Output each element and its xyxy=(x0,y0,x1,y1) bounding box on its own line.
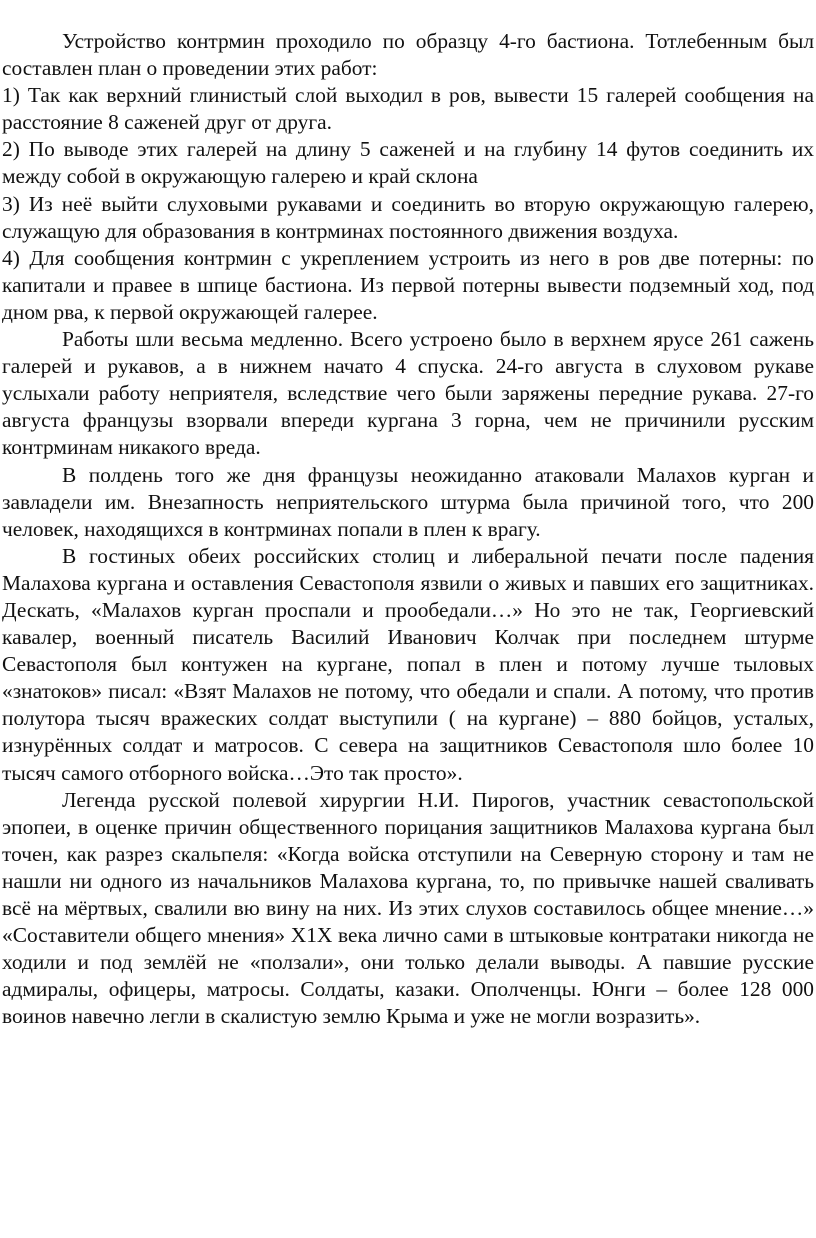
paragraph-works-progress: Работы шли весьма медленно. Всего устроено было в верхнем ярусе 261 сажень галерей и рукавов, а в нижнем начато 4 спуска. 24-го августа в слуховом рукаве услыхали работу неприятеля, вследствие чего были заряжены передние рукава. 27-го августа французы взорвали впереди кургана 3 горна, чем не причинили русским контрминам никакого вреда. xyxy=(2,327,814,460)
paragraph-item-2: 2) По выводе этих галерей на длину 5 саженей и на глубину 14 футов соединить их между собой в окружающую галерею и край склона xyxy=(2,137,814,189)
paragraph-item-4: 4) Для сообщения контрмин с укреплением устроить из него в ров две потерны: по капитали и правее в шпице бастиона. Из первой потерны вывести подземный ход, под дном рва, к первой окружающей галерее. xyxy=(2,245,814,324)
paragraph-contermine-plan: Устройство контрмин проходило по образцу 4-го бастиона. Тотлебенным был составлен план о проведении этих работ: xyxy=(2,29,814,81)
paragraph-pirogov-quote: Легенда русской полевой хирургии Н.И. Пирогов, участник севастопольской эпопеи, в оценке причин общественного порицания защитников Малахова кургана был точен, как разрез скальпеля: «Когда войска отступили на Северную сторону и там не нашли ни одного из начальников Малахова кургана, то, по привычке нашей сваливать всё на мёртвых, свалили вю вину на них. Из этих слухов составилось общее мнение…» «Составители общего мнения» X1X века лично сами в штыковые контратаки никогда не ходили и под землёй не «ползали», они только делали выводы. А павшие русские адмиралы, офицеры, матросы. Солдаты, казаки. Ополченцы. Юнги – более 128 000 воинов навечно легли в скалистую землю Крыма и уже не могли возразить». xyxy=(2,787,814,1029)
paragraph-french-attack: В полдень того же дня французы неожиданно атаковали Малахов курган и завладели им. Внезапность неприятельского штурма была причиной того, что 200 человек, находящихся в контрминах попали в плен к врагу. xyxy=(2,462,814,541)
document-page xyxy=(0,28,816,1030)
paragraph-item-1: 1) Так как верхний глинистый слой выходил в ров, вывести 15 галерей сообщения на расстояние 8 саженей друг от друга. xyxy=(2,83,814,135)
paragraph-kolchak-quote: В гостиных обеих российских столиц и либеральной печати после падения Малахова кургана и оставления Севастополя язвили о живых и павших его защитниках. Дескать, «Малахов курган проспали и прообедали…» Но это не так, Георгиевский кавалер, военный писатель Василий Иванович Колчак при последнем штурме Севастополя был контужен на кургане, попал в плен и потому лучше тыловых «знатоков» писал: «Взят Малахов не потому, что обедали и спали. А потому, что против полутора тысяч вражеских солдат выступили ( на кургане) – 880 бойцов, усталых, изнурённых солдат и матросов. С севера на защитников Севастополя шло более 10 тысяч самого отборного войска…Это так просто». xyxy=(2,543,814,785)
paragraph-item-3: 3) Из неё выйти слуховыми рукавами и соединить во вторую окружающую галерею, служащую для образования в контрминах постоянного движения воздуха. xyxy=(2,191,814,243)
